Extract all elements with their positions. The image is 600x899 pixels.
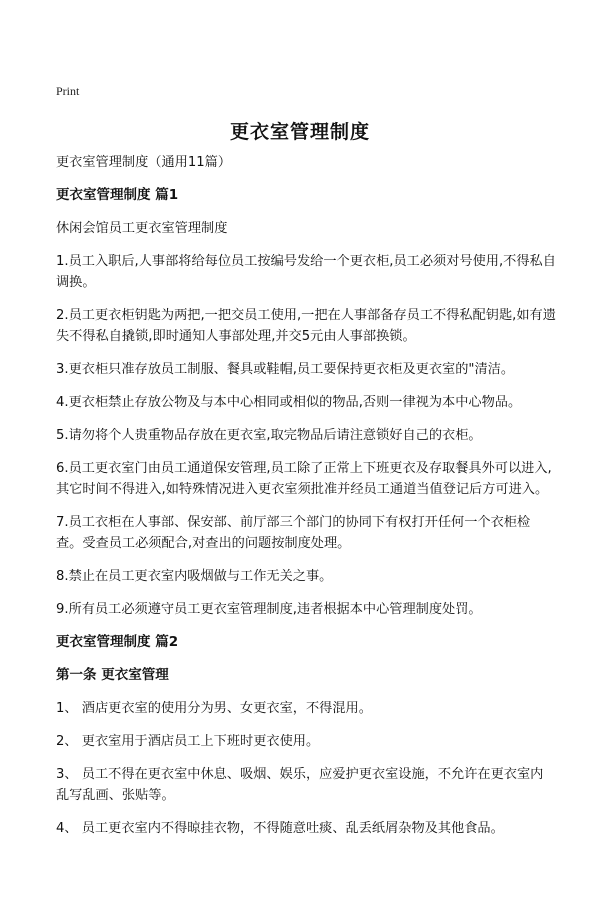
document-title: 更衣室管理制度: [229, 121, 370, 143]
section-2-item: 1、 酒店更衣室的使用分为男、女更衣室，不得混用。: [56, 701, 372, 716]
section-1-item: 5.请勿将个人贵重物品存放在更衣室,取完物品后请注意锁好自己的衣柜。: [56, 428, 482, 443]
section-2-item: 3、 员工不得在更衣室中休息、吸烟、娱乐，应爱护更衣室设施，不允许在更衣室内乱写乱画、张贴等。: [56, 767, 544, 803]
section-2-heading: 更衣室管理制度 篇2: [56, 634, 179, 650]
section-1-item: 8.禁止在员工更衣室内吸烟做与工作无关之事。: [56, 569, 333, 584]
section-1-item: 2.员工更衣柜钥匙为两把,一把交员工使用,一把在人事部备存员工不得私配钥匙,如有遗失不得私自撬锁,即时通知人事部处理,并交5元由人事部换锁。: [56, 308, 556, 344]
section-1-item: 7.员工衣柜在人事部、保安部、前厅部三个部门的协同下有权打开任何一个衣柜检查。受查员工必须配合,对查出的问题按制度处理。: [56, 515, 531, 551]
section-1-item: 4.更衣柜禁止存放公物及与本中心相同或相似的物品,否则一律视为本中心物品。: [56, 395, 522, 410]
section-2-item: 2、 更衣室用于酒店员工上下班时更衣使用。: [56, 734, 320, 749]
article-1-heading: 第一条 更衣室管理: [56, 667, 169, 683]
print-label: Print: [56, 84, 80, 98]
section-1-item: 9.所有员工必须遵守员工更衣室管理制度,违者根据本中心管理制度处罚。: [56, 602, 482, 617]
document-subtitle: 更衣室管理制度（通用11篇）: [56, 155, 232, 170]
section-2-item: 4、 员工更衣室内不得晾挂衣物，不得随意吐痰、乱丢纸屑杂物及其他食品。: [56, 821, 504, 836]
section-1-intro: 休闲会馆员工更衣室管理制度: [56, 221, 228, 236]
section-1-item: 1.员工入职后,人事部将给每位员工按编号发给一个更衣柜,员工必须对号使用,不得私自调换。: [56, 254, 556, 290]
section-1-item: 3.更衣柜只准存放员工制服、餐具或鞋帽,员工要保持更衣柜及更衣室的"清洁。: [56, 362, 515, 377]
section-1-heading: 更衣室管理制度 篇1: [56, 187, 179, 203]
section-1-item: 6.员工更衣室门由员工通道保安管理,员工除了正常上下班更衣及存取餐具外可以进入,其它时间不得进入,如特殊情况进入更衣室须批准并经员工通道当值登记后方可进入。: [56, 461, 552, 497]
document-body: [56, 152, 556, 851]
